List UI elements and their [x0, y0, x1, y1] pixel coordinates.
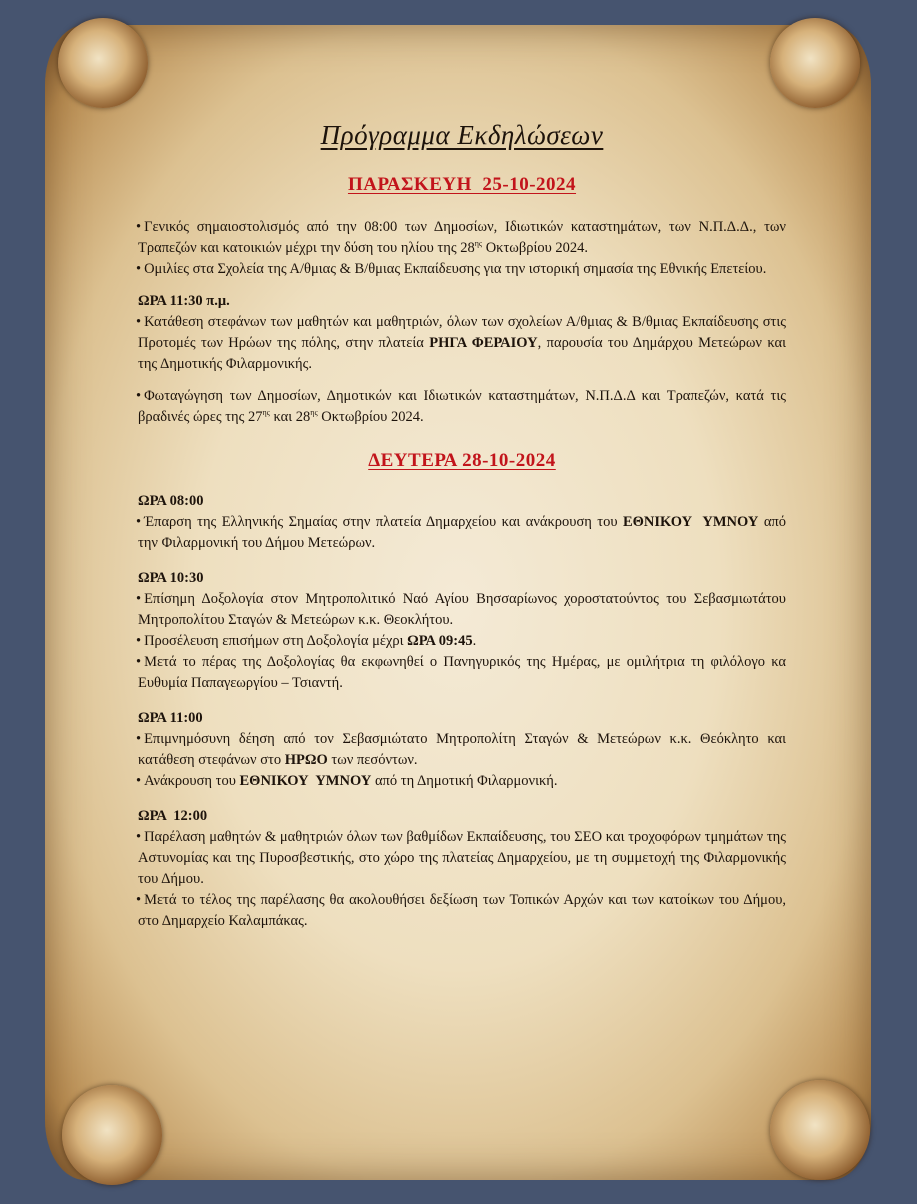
list-item: • Ομιλίες στα Σχολεία της Α/θμιας & Β/θμιας Εκπαίδευσης για την ιστορική σημασία της Εθνικής Επετείου. [138, 259, 786, 280]
scroll-curl-bottom-left [62, 1085, 162, 1185]
list-item: • Κατάθεση στεφάνων των μαθητών και μαθητριών, όλων των σχολείων Α/θμιας & Β/θμιας Εκπαίδευσης στις Προτομές των Ηρώων της πόλης, στην πλατεία ΡΗΓΑ ΦΕΡΑΙΟΥ, παρουσία του Δημάρχου Μετεώρων και της Δημοτικής Φιλαρμονικής. [138, 312, 786, 375]
list-item: • Έπαρση της Ελληνικής Σημαίας στην πλατεία Δημαρχείου και ανάκρουση του ΕΘΝΙΚΟΥ ΥΜΝΟΥ από την Φιλαρμονική του Δήμου Μετεώρων. [138, 512, 786, 554]
day2-heading: ΔΕΥΤΕΡΑ 28-10-2024 [368, 450, 556, 471]
scroll-curl-bottom-right [770, 1080, 870, 1180]
scroll-curl-top-left [58, 18, 148, 108]
program-content [138, 110, 786, 932]
list-item: • Ανάκρουση του ΕΘΝΙΚΟΥ ΥΜΝΟΥ από τη Δημοτική Φιλαρμονική. [138, 771, 786, 792]
list-item: • Επιμνημόσυνη δέηση από τον Σεβασμιώτατο Μητροπολίτη Σταγών & Μετεώρων κ.κ. Θεόκλητο και κατάθεση στεφάνων στο ΗΡΩΟ των πεσόντων. [138, 729, 786, 771]
day1-heading: ΠΑΡΑΣΚΕΥΗ 25-10-2024 [347, 174, 577, 195]
time-label: ΩΡΑ 08:00 [138, 493, 204, 509]
time-label: ΩΡΑ 11:00 [138, 710, 203, 726]
time-label: ΩΡΑ 10:30 [138, 570, 204, 586]
scroll-curl-top-right [770, 18, 860, 108]
list-item: • Γενικός σημαιοστολισμός από την 08:00 των Δημοσίων, Ιδιωτικών καταστημάτων, των Ν.Π.Δ.Δ., των Τραπεζών και κατοικιών μέχρι την δύση του ηλίου της $28^{\eta\varsigma}$ Οκτωβρίου 2024. [138, 217, 786, 259]
page-title: Πρόγραμμα Εκδηλώσεων [320, 120, 604, 150]
time-label: ΩΡΑ 12:00 [138, 808, 208, 824]
time-label: ΩΡΑ 11:30 π.μ. [138, 293, 230, 309]
list-item: • Μετά το τέλος της παρέλασης θα ακολουθήσει δεξίωση των Τοπικών Αρχών και των κατοίκων του Δήμου, στο Δημαρχείο Καλαμπάκας. [138, 890, 786, 932]
list-item: • Φωταγώγηση των Δημοσίων, Δημοτικών και Ιδιωτικών καταστημάτων, Ν.Π.Δ.Δ και Τραπεζών, κατά τις βραδινές ώρες της $27^{\eta\varsigma}$ και $28^{\eta\varsigma}$ Οκτωβρίου 2024. [138, 386, 786, 428]
list-item: • Προσέλευση επισήμων στη Δοξολογία μέχρι ΩΡΑ 09:45. [138, 631, 786, 652]
list-item: • Μετά το πέρας της Δοξολογίας θα εκφωνηθεί ο Πανηγυρικός της Ημέρας, με ομιλήτρια τη φιλόλογο κα Ευθυμία Παπαγεωργίου – Τσιαντή. [138, 652, 786, 694]
list-item: • Επίσημη Δοξολογία στον Μητροπολιτικό Ναό Αγίου Βησσαρίωνος χοροστατούντος του Σεβασμιωτάτου Μητροπολίτου Σταγών & Μετεώρων κ.κ. Θεοκλήτου. [138, 589, 786, 631]
list-item: • Παρέλαση μαθητών & μαθητριών όλων των βαθμίδων Εκπαίδευσης, του ΣΕΟ και τροχοφόρων τμημάτων της Αστυνομίας και της Πυροσβεστικής, στο χώρο της πλατείας Δημαρχείου, με τη συμμετοχή της Φιλαρμονικής του Δήμου. [138, 827, 786, 890]
